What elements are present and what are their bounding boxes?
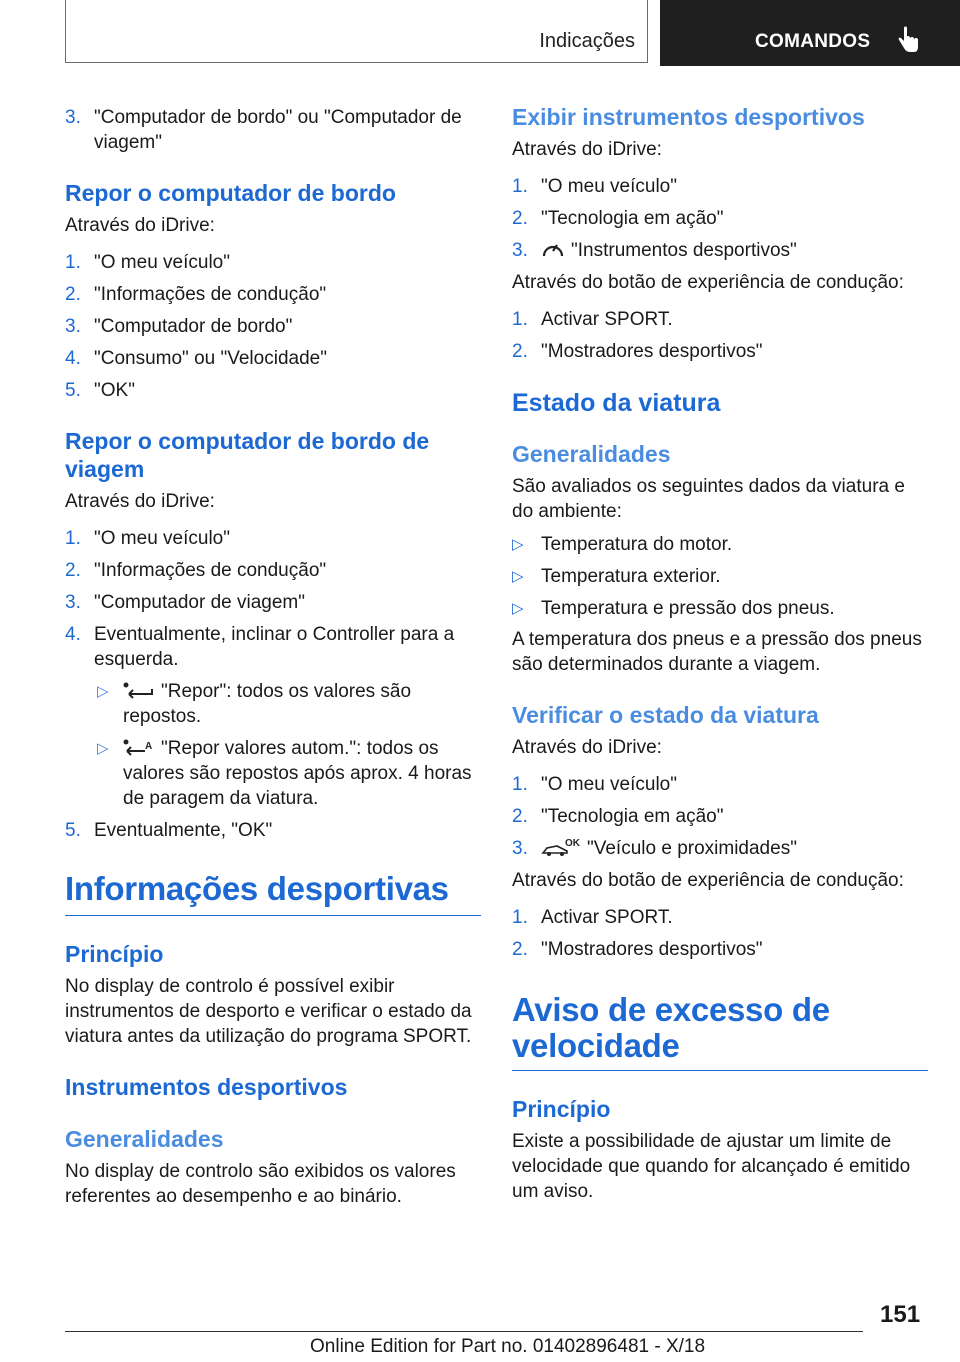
heading-principle: Princípio bbox=[512, 1096, 611, 1122]
list-item bbox=[65, 818, 481, 843]
svg-text:A: A bbox=[145, 741, 153, 752]
triangle-bullet-icon: ▷ bbox=[97, 683, 109, 700]
list-item bbox=[65, 558, 481, 583]
heading-sport-info: Informações desportivas bbox=[65, 870, 449, 907]
list-number: 1. bbox=[65, 528, 81, 549]
triangle-bullet-icon: ▷ bbox=[512, 600, 524, 617]
sub-list-text: "Repor valores autom.": todos os valores são repostos após aprox. 4 horas de paragem da viatura. bbox=[123, 738, 472, 809]
list-number: 2. bbox=[512, 341, 528, 362]
list-text: Eventualmente, inclinar o Controller para a esquerda. bbox=[94, 624, 455, 670]
car-ok-icon bbox=[541, 837, 581, 857]
list-text: "O meu veículo" bbox=[541, 774, 677, 795]
list-text: "Tecnologia em ação" bbox=[541, 208, 724, 229]
sub-list-item bbox=[65, 679, 481, 729]
paragraph: Através do iDrive: bbox=[512, 737, 662, 758]
paragraph: Através do iDrive: bbox=[65, 215, 215, 236]
list-text: "Informações de condução" bbox=[94, 284, 327, 305]
triangle-bullet-icon: ▷ bbox=[512, 568, 524, 585]
page-number: 151 bbox=[880, 1301, 921, 1328]
list-number: 1. bbox=[512, 309, 528, 330]
list-item bbox=[512, 238, 928, 263]
list-number: 2. bbox=[65, 284, 81, 305]
paragraph: São avaliados os seguintes dados da viatura e do ambiente: bbox=[512, 476, 905, 522]
bullet-text: Temperatura do motor. bbox=[541, 534, 733, 555]
header-section-label: Indicações bbox=[539, 30, 635, 52]
auto-reset-icon bbox=[123, 739, 155, 757]
list-text: "Informações de condução" bbox=[94, 560, 327, 581]
car-ok-badge: OK bbox=[565, 838, 580, 849]
triangle-bullet-icon: ▷ bbox=[512, 536, 524, 553]
list-item bbox=[65, 346, 481, 371]
paragraph: Através do botão de experiência de condução: bbox=[512, 272, 904, 293]
list-item bbox=[512, 307, 928, 332]
list-item bbox=[512, 905, 928, 930]
list-number: 1. bbox=[65, 252, 81, 273]
list-number: 3. bbox=[65, 107, 81, 128]
paragraph: No display de controlo é possível exibir instrumentos de desporto e verificar o estado da viatura antes da utilização do programa SPORT. bbox=[65, 976, 472, 1047]
list-number: 2. bbox=[512, 208, 528, 229]
heading-vehicle-status: Estado da viatura bbox=[512, 389, 721, 417]
bullet-item bbox=[512, 564, 928, 589]
bullet-item bbox=[512, 532, 928, 557]
bullet-item bbox=[512, 596, 928, 621]
list-item bbox=[512, 174, 928, 199]
list-number: 1. bbox=[512, 176, 528, 197]
list-text: "OK" bbox=[94, 380, 135, 401]
list-item bbox=[65, 314, 481, 339]
list-number: 1. bbox=[512, 774, 528, 795]
list-item bbox=[512, 836, 928, 861]
list-number: 4. bbox=[65, 624, 81, 645]
heading-reset-trip-computer: Repor o computador de bordo de viagem bbox=[65, 428, 430, 482]
heading-general: Generalidades bbox=[512, 441, 671, 467]
list-text: "Mostradores desportivos" bbox=[541, 939, 763, 960]
sub-list-item bbox=[65, 736, 481, 811]
list-text: "Veículo e proximidades" bbox=[587, 838, 797, 859]
list-text: "Computador de viagem" bbox=[94, 592, 305, 613]
list-item bbox=[512, 206, 928, 231]
list-item bbox=[512, 937, 928, 962]
heading-reset-board-computer: Repor o computador de bordo bbox=[65, 180, 396, 206]
list-item bbox=[512, 339, 928, 364]
list-text: Activar SPORT. bbox=[541, 907, 673, 928]
list-text: Eventualmente, "OK" bbox=[94, 820, 273, 841]
list-text: "Tecnologia em ação" bbox=[541, 806, 724, 827]
paragraph: Através do iDrive: bbox=[65, 491, 215, 512]
header-chapter-label: COMANDOS bbox=[755, 31, 871, 52]
list-number: 2. bbox=[512, 939, 528, 960]
list-number: 2. bbox=[65, 560, 81, 581]
list-item bbox=[512, 804, 928, 829]
list-item bbox=[65, 526, 481, 551]
pointing-hand-icon bbox=[896, 26, 920, 54]
paragraph: Existe a possibilidade de ajustar um limite de velocidade que quando for alcançado é emitido um aviso. bbox=[512, 1131, 911, 1202]
list-number: 3. bbox=[512, 838, 528, 859]
list-text: "Computador de bordo" ou "Computador de viagem" bbox=[94, 107, 462, 153]
list-item bbox=[512, 772, 928, 797]
list-text: "O meu veículo" bbox=[94, 528, 230, 549]
header-section-tab bbox=[65, 0, 648, 63]
paragraph: No display de controlo são exibidos os valores referentes ao desempenho e ao binário. bbox=[65, 1161, 456, 1207]
list-text: "Consumo" ou "Velocidade" bbox=[94, 348, 327, 369]
list-item bbox=[65, 622, 481, 672]
left-column bbox=[65, 100, 481, 1209]
list-item bbox=[65, 105, 481, 155]
bullet-text: Temperatura e pressão dos pneus. bbox=[541, 598, 835, 619]
list-number: 3. bbox=[65, 316, 81, 337]
list-number: 1. bbox=[512, 907, 528, 928]
list-text: "Computador de bordo" bbox=[94, 316, 293, 337]
bullet-text: Temperatura exterior. bbox=[541, 566, 721, 587]
header-chapter-tab bbox=[660, 0, 960, 66]
triangle-bullet-icon: ▷ bbox=[97, 740, 109, 757]
list-item bbox=[65, 378, 481, 403]
list-text: "Mostradores desportivos" bbox=[541, 341, 763, 362]
list-number: 3. bbox=[65, 592, 81, 613]
footer-edition: Online Edition for Part no. 01402896481 - X/18 bbox=[310, 1336, 706, 1357]
list-text: "Instrumentos desportivos" bbox=[571, 240, 797, 261]
list-item bbox=[65, 250, 481, 275]
heading-show-sport-instruments: Exibir instrumentos desportivos bbox=[512, 104, 865, 130]
heading-check-vehicle-status: Verificar o estado da viatura bbox=[512, 702, 819, 728]
reset-icon bbox=[123, 682, 155, 700]
heading-sport-instruments: Instrumentos desportivos bbox=[65, 1074, 348, 1100]
list-item bbox=[65, 282, 481, 307]
paragraph: Através do iDrive: bbox=[512, 139, 662, 160]
gauge-icon bbox=[541, 239, 565, 259]
list-number: 2. bbox=[512, 806, 528, 827]
heading-speed-warning: Aviso de excesso de velocidade bbox=[512, 991, 830, 1064]
list-number: 5. bbox=[65, 380, 81, 401]
right-column bbox=[512, 100, 928, 1204]
heading-general: Generalidades bbox=[65, 1126, 224, 1152]
list-text: Activar SPORT. bbox=[541, 309, 673, 330]
list-text: "O meu veículo" bbox=[94, 252, 230, 273]
paragraph: Através do botão de experiência de condução: bbox=[512, 870, 904, 891]
heading-principle: Princípio bbox=[65, 941, 164, 967]
paragraph: A temperatura dos pneus e a pressão dos pneus são determinados durante a viagem. bbox=[512, 629, 922, 675]
list-number: 5. bbox=[65, 820, 81, 841]
list-item bbox=[65, 590, 481, 615]
list-text: "O meu veículo" bbox=[541, 176, 677, 197]
list-number: 4. bbox=[65, 348, 81, 369]
footer-divider bbox=[65, 1331, 863, 1332]
sub-list-text: "Repor": todos os valores são repostos. bbox=[123, 681, 412, 727]
list-number: 3. bbox=[512, 240, 528, 261]
